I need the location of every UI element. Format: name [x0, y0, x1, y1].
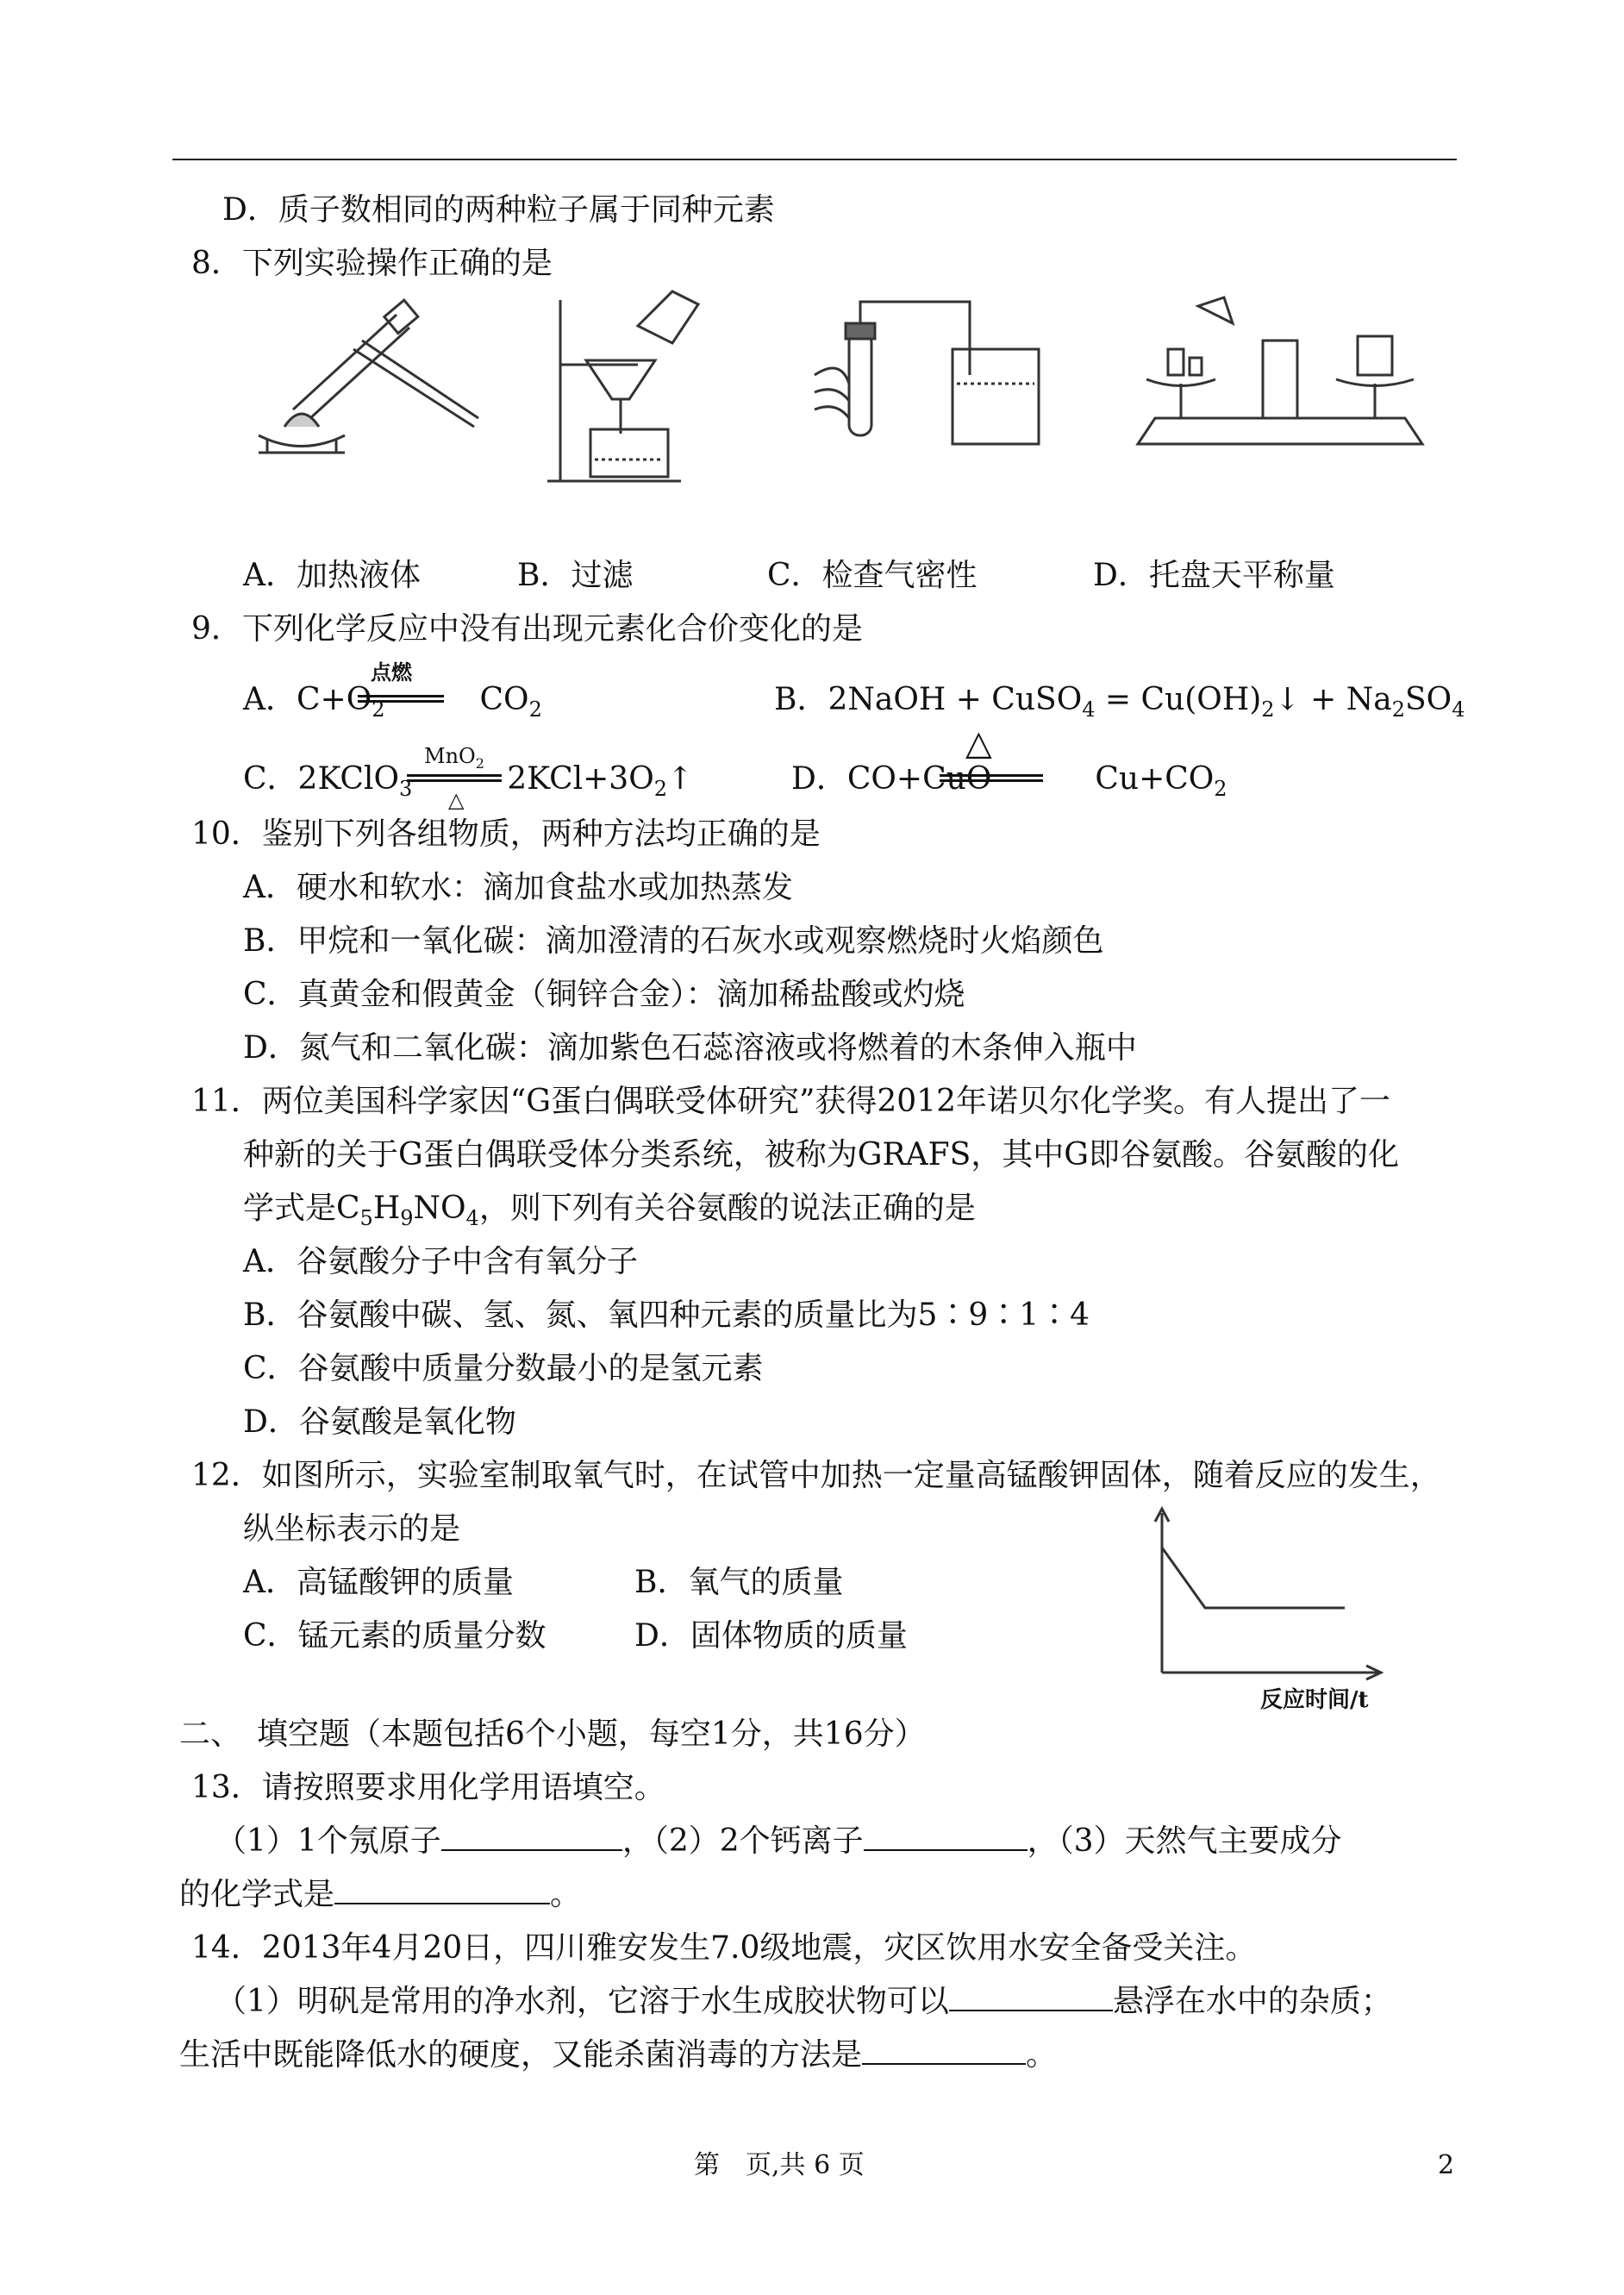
q10-option-c: C．真黄金和假黄金（铜锌合金）：滴加稀盐酸或灼烧 — [243, 977, 965, 1012]
q12-line2: 纵坐标表示的是 — [243, 1511, 461, 1547]
q8-option-c: C．检查气密性 — [767, 558, 978, 593]
q11-option-c: C．谷氨酸中质量分数最小的是氢元素 — [243, 1351, 764, 1386]
q11-line1: 11．两位美国科学家因“G蛋白偶联受体研究”获得2012年诺贝尔化学奖。有人提出了一 — [191, 1084, 1390, 1119]
q14-line2: 生活中既能降低水的硬度，又能杀菌消毒的方法是 。 — [179, 2037, 1058, 2073]
q12-option-b: B．氧气的质量 — [634, 1565, 844, 1600]
q12-option-c: C．锰元素的质量分数 — [243, 1618, 547, 1654]
q12-x-axis-label: 反应时间/t — [1260, 1687, 1369, 1713]
q7-option-d: D．质子数相同的两种粒子属于同种元素 — [222, 192, 775, 228]
q13-line2: 的化学式是 。 — [179, 1877, 582, 1912]
q9-stem: 9．下列化学反应中没有出现元素化合价变化的是 — [191, 611, 863, 647]
q11-line2: 种新的关于G蛋白偶联受体分类系统，被称为GRAFS，其中G即谷氨酸。谷氨酸的化 — [243, 1137, 1400, 1173]
airtightness-check-figure — [797, 297, 1052, 466]
q8-option-d: D．托盘天平称量 — [1093, 558, 1335, 593]
q9-option-d: D．CO+CuO $Cu+CO_2$ — [791, 761, 1227, 802]
q13-blank-1[interactable] — [441, 1823, 622, 1851]
q14-blank-1[interactable] — [949, 1984, 1113, 2011]
q9-d-equals — [940, 774, 1043, 782]
footer-page-number: 2 — [1438, 2150, 1455, 2180]
filtration-figure — [543, 283, 715, 485]
q14-blank-2[interactable] — [862, 2037, 1026, 2065]
q12-line1: 12．如图所示，实验室制取氧气时，在试管中加热一定量高锰酸钾固体，随着反应的发生， — [191, 1458, 1441, 1493]
q8-stem: 8．下列实验操作正确的是 — [191, 246, 553, 281]
q8-option-b: B．过滤 — [517, 558, 634, 593]
q12-option-d: D．固体物质的质量 — [634, 1618, 908, 1654]
q14-stem: 14．2013年4月20日，四川雅安发生7.0级地震，灾区饮用水安全备受关注。 — [191, 1930, 1257, 1966]
q9-option-c: C．2KClO$_3$ $2KCl+3O_2↑$ — [243, 761, 694, 802]
q11-option-d: D．谷氨酸是氧化物 — [243, 1404, 516, 1440]
q10-option-b: B．甲烷和一氧化碳：滴加澄清的石灰水或观察燃烧时火焰颜色 — [243, 923, 1104, 959]
q11-option-b: B．谷氨酸中碳、氢、氮、氧四种元素的质量比为5∶9∶1∶4 — [243, 1298, 1090, 1333]
q9-c-heat: △ — [448, 788, 465, 812]
q10-option-a: A．硬水和软水：滴加食盐水或加热蒸发 — [243, 870, 793, 905]
q9-option-a: A．$C+O_2$ $CO_2$ — [243, 682, 542, 722]
footer-page-info: 第 页,共 6 页 — [694, 2150, 865, 2180]
q13-blank-2[interactable] — [864, 1823, 1027, 1851]
header-rule — [172, 159, 1457, 160]
q10-option-d: D．氮气和二氧化碳：滴加紫色石蕊溶液或将燃着的木条伸入瓶中 — [243, 1030, 1137, 1066]
q13-blank-3[interactable] — [334, 1877, 550, 1904]
q12-option-a: A．高锰酸钾的质量 — [243, 1565, 514, 1600]
section-2-heading: 二、 填空题（本题包括6个小题，每空1分，共16分） — [179, 1717, 926, 1752]
q9-d-heat: △ — [965, 723, 992, 763]
q13-blanks-line: （1）1个氖原子 ，（2）2个钙离子 ，（3）天然气主要成分 — [215, 1823, 1342, 1859]
q9-a-equals — [358, 695, 444, 703]
q9-option-b: B．2NaOH + CuSO$_4$ = $Cu(OH)_2↓ + Na_2SO_4$ — [774, 682, 1465, 722]
q13-stem: 13．请按照要求用化学用语填空。 — [191, 1770, 665, 1805]
q10-stem: 10．鉴别下列各组物质，两种方法均正确的是 — [191, 816, 821, 852]
balance-weighing-figure — [1129, 289, 1431, 474]
heating-liquid-figure — [233, 297, 483, 461]
q8-option-a: A．加热液体 — [243, 558, 421, 593]
q9-a-condition: 点燃 — [371, 660, 412, 685]
q11-option-a: A．谷氨酸分子中含有氧分子 — [243, 1244, 638, 1279]
q14-line1: （1）明矾是常用的净水剂，它溶于水生成胶状物可以 悬浮在水中的杂质； — [215, 1984, 1392, 2019]
q9-c-catalyst: MnO$_2$ — [424, 744, 484, 772]
q11-line3: 学式是$C_5H_9NO_4$，则下列有关谷氨酸的说法正确的是 — [243, 1191, 976, 1231]
